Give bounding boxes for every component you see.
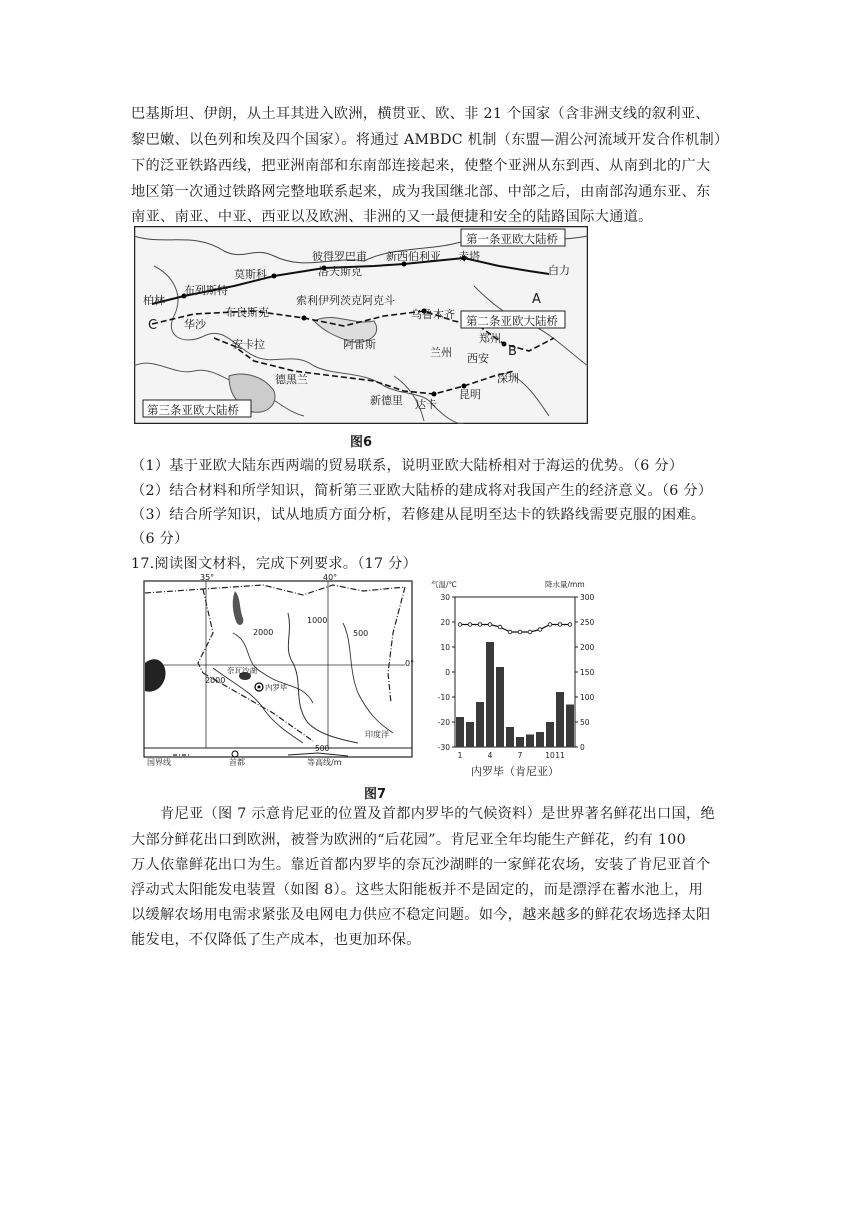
city-kunming: 昆明 xyxy=(459,388,481,401)
city-tehran: 德黑兰 xyxy=(275,373,308,386)
question-16-3: （3）结合所学知识，试从地质方面分析，若修建从昆明至达卡的铁路线需要克服的困难。 xyxy=(131,507,706,523)
precip-bar-11 xyxy=(556,692,564,747)
question-16-4: （6 分） xyxy=(131,531,189,547)
point-b-label: B xyxy=(508,344,517,359)
nairobi-label: 内罗毕 xyxy=(265,683,288,692)
bridge-3-label: 第三条亚欧大陆桥 xyxy=(147,403,239,417)
city-kyzylorda: 索利伊列茨克阿克斗 xyxy=(296,294,395,307)
temp-point-8 xyxy=(528,630,532,634)
temp-point-11 xyxy=(558,623,562,627)
y-right-label: 降水量/mm xyxy=(545,580,585,589)
temp-point-10 xyxy=(548,623,552,627)
precip-bar-7 xyxy=(516,737,524,747)
legend-capital-label: 首都 xyxy=(229,758,245,767)
temp-point-12 xyxy=(568,623,572,627)
city-ashgabat: 阿雷斯 xyxy=(343,338,376,351)
precip-bar-4 xyxy=(486,642,494,747)
precip-bar-1 xyxy=(456,717,464,747)
precip-bar-9 xyxy=(536,732,544,747)
legend-contour-label: 等高线/m xyxy=(307,758,342,767)
figure-7-map xyxy=(143,573,415,769)
precip-bar-5 xyxy=(496,667,504,747)
temp-tick-label-0: 30 xyxy=(440,593,450,602)
city-dhaka: 达卡 xyxy=(415,398,437,411)
figure-6-map xyxy=(134,226,588,424)
passage-17-line-3: 万人依靠鲜花出口为生。靠近首都内罗毕的奈瓦沙湖畔的一家鲜花农场，安装了肯尼亚首个 xyxy=(131,857,711,873)
precip-tick-label-4: 100 xyxy=(580,693,595,702)
city-minsk: 布良斯克 xyxy=(225,306,269,319)
temp-tick-label-2: 10 xyxy=(440,643,450,652)
intro-line-4: 地区第一次通过铁路网完整地联系起来，成为我国继北部、中部之后，由南部沟通东亚、东 xyxy=(131,184,711,200)
precip-tick-label-1: 250 xyxy=(580,618,595,627)
question-16-2: （2）结合材料和所学知识，简析第三亚欧大陆桥的建成将对我国产生的经济意义。（6 分） xyxy=(131,483,713,499)
temp-tick-label-4: -10 xyxy=(437,693,450,702)
temp-point-3 xyxy=(478,623,482,627)
lon-40-label: 40° xyxy=(323,573,338,582)
precip-bar-10 xyxy=(546,722,554,747)
precip-tick-label-6: 0 xyxy=(580,743,585,752)
station-label: 内罗毕（肯尼亚） xyxy=(471,765,559,778)
precip-tick-label-2: 200 xyxy=(580,643,595,652)
city-zhengzhou: 郑州 xyxy=(479,332,501,345)
temp-tick-label-3: 0 xyxy=(445,668,450,677)
city-newdelhi: 新德里 xyxy=(370,394,403,407)
city-urumqi: 乌鲁木齐 xyxy=(411,308,455,321)
passage-17-line-1: 肯尼亚（图 7 示意肯尼亚的位置及首都内罗毕的气候资料）是世界著名鲜花出口国，绝 xyxy=(160,806,715,822)
city-novosibirsk: 新西伯利亚 xyxy=(386,250,441,263)
city-brest: 布列斯特 xyxy=(184,284,228,297)
precip-tick-label-5: 50 xyxy=(580,718,590,727)
precip-tick-label-0: 300 xyxy=(580,593,595,602)
figure-6-caption: 图6 xyxy=(350,435,373,450)
month-label-1: 1 xyxy=(457,751,463,760)
legend-contour-value: 500 xyxy=(315,744,330,753)
lat-0-label: 0° xyxy=(405,659,415,668)
intro-line-2: 黎巴嫩、以色列和埃及四个国家）。将通过 AMBDC 机制（东盟—湄公河流域开发合作机制） xyxy=(131,132,729,148)
city-ankara: 安卡拉 xyxy=(232,338,265,351)
question-17-heading: 17.阅读图文材料，完成下列要求。（17 分） xyxy=(131,556,418,572)
intro-line-3: 下的泛亚铁路西线，把亚洲南部和东南部连接起来，使整个亚洲从东到西、从南到北的广大 xyxy=(131,158,711,174)
precip-tick-label-3: 150 xyxy=(580,668,595,677)
month-label-11: 11 xyxy=(555,751,565,760)
city-petropavlovsk-1: 彼得罗巴甫 xyxy=(312,250,367,263)
temp-point-1 xyxy=(458,623,462,627)
temp-point-5 xyxy=(498,625,502,629)
city-baili: 白力 xyxy=(548,264,570,277)
month-label-4: 4 xyxy=(487,751,493,760)
temp-point-6 xyxy=(508,630,512,634)
climate-chart-svg xyxy=(425,573,605,785)
y-left-label: 气温/℃ xyxy=(431,580,457,589)
bridge-2-label: 第二条亚欧大陆桥 xyxy=(466,314,558,328)
point-c-label: C xyxy=(148,318,158,333)
city-chita: 赤塔 xyxy=(458,250,480,263)
precip-bar-12 xyxy=(566,705,574,748)
temp-tick-label-1: 20 xyxy=(440,618,450,627)
lon-35-label: 35° xyxy=(200,573,215,582)
bridge-1-label: 第一条亚欧大陆桥 xyxy=(466,232,558,246)
precip-bar-3 xyxy=(476,702,484,747)
question-16-1: （1）基于亚欧大陆东西两端的贸易联系，说明亚欧大陆桥相对于海运的优势。（6 分） xyxy=(131,458,684,474)
precip-bar-6 xyxy=(506,727,514,747)
temp-tick-label-6: -30 xyxy=(437,743,450,752)
precip-bar-8 xyxy=(526,735,534,748)
lake-naivasha-label: 奈瓦沙湖 xyxy=(227,666,257,675)
indian-ocean-label: 印度洋 xyxy=(365,730,389,739)
legend-border-label: 国界线 xyxy=(147,758,171,767)
city-lanzhou: 兰州 xyxy=(430,346,452,359)
temp-tick-label-5: -20 xyxy=(437,718,450,727)
passage-17-line-4: 浮动式太阳能发电装置（如图 8）。这些太阳能板并不是固定的，而是漂浮在蓄水池上，用 xyxy=(131,882,704,898)
month-label-10: 10 xyxy=(545,751,555,760)
precip-bar-2 xyxy=(466,722,474,747)
intro-line-1: 巴基斯坦、伊朗，从土耳其进入欧洲，横贯亚、欧、非 21 个国家（含非洲支线的叙利亚、 xyxy=(131,106,710,122)
figure-7-caption: 图7 xyxy=(364,787,387,802)
point-a-label: A xyxy=(532,292,541,307)
city-petropavlovsk-2: 洛夫斯克 xyxy=(318,265,362,278)
temp-point-9 xyxy=(538,628,542,632)
month-label-7: 7 xyxy=(517,751,523,760)
temp-point-2 xyxy=(468,623,472,627)
city-berlin: 柏林 xyxy=(143,294,165,307)
contour-2000-label: 2000 xyxy=(253,628,274,637)
contour-1000-label: 1000 xyxy=(307,616,328,625)
figure-7-climate-chart xyxy=(425,573,605,785)
temp-point-7 xyxy=(518,630,522,634)
city-moscow: 莫斯科 xyxy=(234,268,267,281)
temp-point-4 xyxy=(488,623,492,627)
intro-line-5: 南亚、南亚、中亚、西亚以及欧洲、非洲的又一最便捷和安全的陆路国际大通道。 xyxy=(131,209,653,225)
passage-17-line-5: 以缓解农场用电需求紧张及电网电力供应不稳定问题。如今，越来越多的鲜花农场选择太阳 xyxy=(131,907,711,923)
city-shenzhen: 深圳 xyxy=(497,372,519,385)
passage-17-line-2: 大部分鲜花出口到欧洲，被誉为欧洲的“后花园”。肯尼亚全年均能生产鲜花，约有 100 xyxy=(131,832,686,848)
contour-2000b-label: 2000 xyxy=(205,676,226,685)
city-warsaw: 华沙 xyxy=(184,318,206,331)
passage-17-line-6: 能发电，不仅降低了生产成本，也更加环保。 xyxy=(131,932,421,948)
city-xian: 西安 xyxy=(467,352,489,365)
contour-500-label: 500 xyxy=(353,629,369,638)
